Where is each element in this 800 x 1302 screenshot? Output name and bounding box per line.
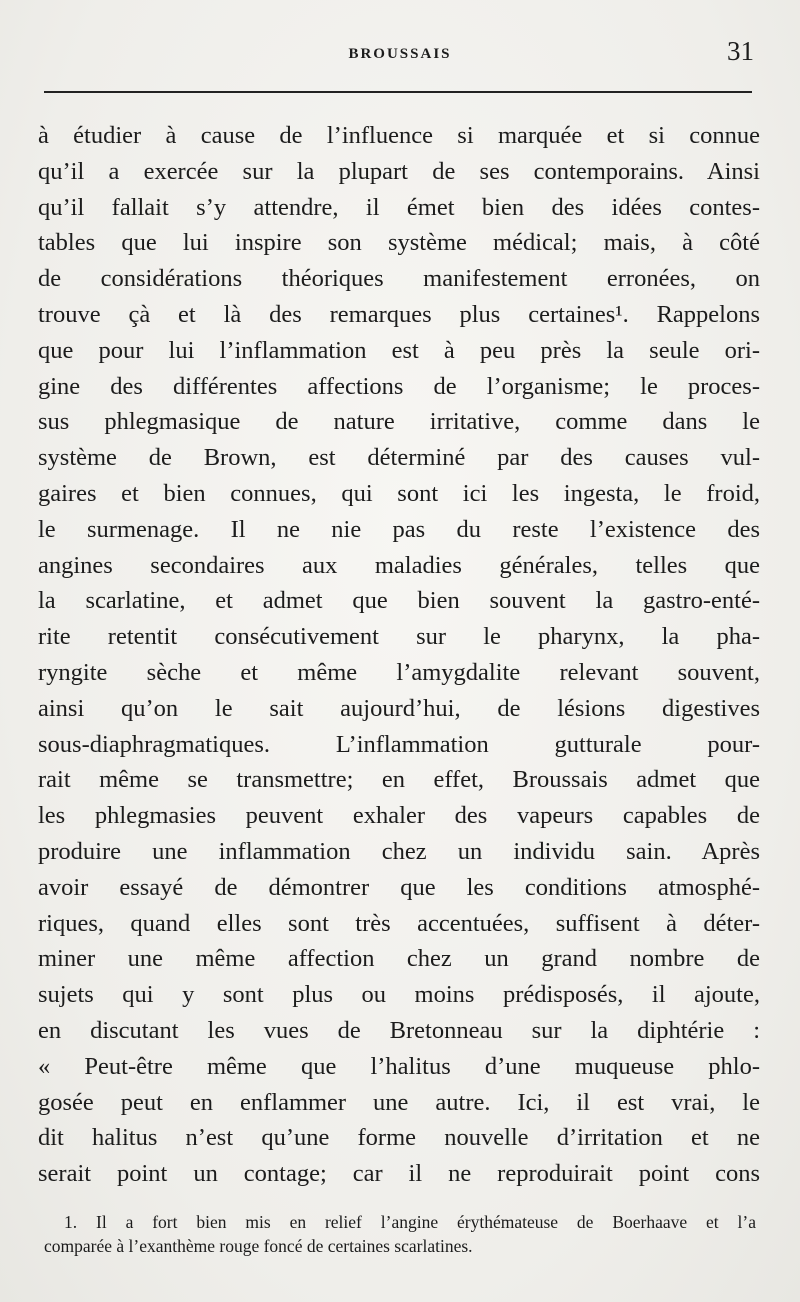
text-line: qu’il a exercée sur la plupart de ses contemporains. Ainsi <box>38 157 760 185</box>
text-line: à étudier à cause de l’influence si marquée et si connue <box>38 122 760 149</box>
text-line: rait même se transmettre; en effet, Broussais admet que <box>38 766 760 794</box>
text-line: « Peut-être même que l’halitus d’une muqueuse phlo- <box>38 1052 760 1080</box>
text-line: gine des différentes affections de l’organisme; le proces- <box>38 372 760 400</box>
running-head <box>40 36 760 76</box>
text-line: qu’il fallait s’y attendre, il émet bien des idées contes- <box>38 193 760 221</box>
text-line: sous-diaphragmatiques. L’inflammation gutturale pour- <box>38 730 760 758</box>
text-line: les phlegmasies peuvent exhaler des vapeurs capables de <box>38 802 760 830</box>
text-line: gaires et bien connues, qui sont ici les ingesta, le froid, <box>38 479 760 507</box>
text-line: ainsi qu’on le sait aujourd’hui, de lésions digestives <box>38 694 760 722</box>
text-line: système de Brown, est déterminé par des causes vul- <box>38 444 760 472</box>
text-line: gosée peut en enflammer une autre. Ici, il est vrai, le <box>38 1088 760 1116</box>
footnote <box>44 1210 756 1258</box>
text-line: rite retentit consécutivement sur le pharynx, la pha- <box>38 623 760 651</box>
text-line: le surmenage. Il ne nie pas du reste l’existence des <box>38 515 760 543</box>
text-line: en discutant les vues de Bretonneau sur la diphtérie : <box>38 1016 760 1044</box>
text-line: serait point un contage; car il ne reproduirait point cons <box>38 1160 760 1188</box>
text-line: tables que lui inspire son système médical; mais, à côté <box>38 229 760 257</box>
text-line: produire une inflammation chez un individu sain. Après <box>38 837 760 865</box>
text-line: dit halitus n’est qu’une forme nouvelle d’irritation et ne <box>38 1124 760 1152</box>
text-line: sujets qui y sont plus ou moins prédisposés, il ajoute, <box>38 981 760 1009</box>
body-text <box>38 118 760 1192</box>
text-line: miner une même affection chez un grand nombre de <box>38 945 760 973</box>
text-line: de considérations théoriques manifestement erronées, on <box>38 265 760 293</box>
text-line: sus phlegmasique de nature irritative, comme dans le <box>38 408 760 436</box>
page-number: 31 <box>727 36 754 66</box>
footnote-line: 1. Il a fort bien mis en relief l’angine érythémateuse de Boerhaave et l’a <box>64 1212 756 1232</box>
text-line: riques, quand elles sont très accentuées, suffisent à déter- <box>38 909 760 937</box>
text-line: que pour lui l’inflammation est à peu près la seule ori- <box>38 336 760 364</box>
text-line: ryngite sèche et même l’amygdalite relevant souvent, <box>38 658 760 686</box>
header-rule <box>44 91 752 93</box>
text-line: angines secondaires aux maladies générales, telles que <box>38 551 760 579</box>
text-line: avoir essayé de démontrer que les conditions atmosphé- <box>38 873 760 901</box>
footnote-line: comparée à l’exanthème rouge foncé de certaines scarlatines. <box>44 1236 473 1256</box>
text-line: trouve çà et là des remarques plus certaines¹. Rappelons <box>38 300 760 328</box>
text-line: la scarlatine, et admet que bien souvent la gastro-enté- <box>38 587 760 615</box>
running-head-title: BROUSSAIS <box>348 46 452 62</box>
